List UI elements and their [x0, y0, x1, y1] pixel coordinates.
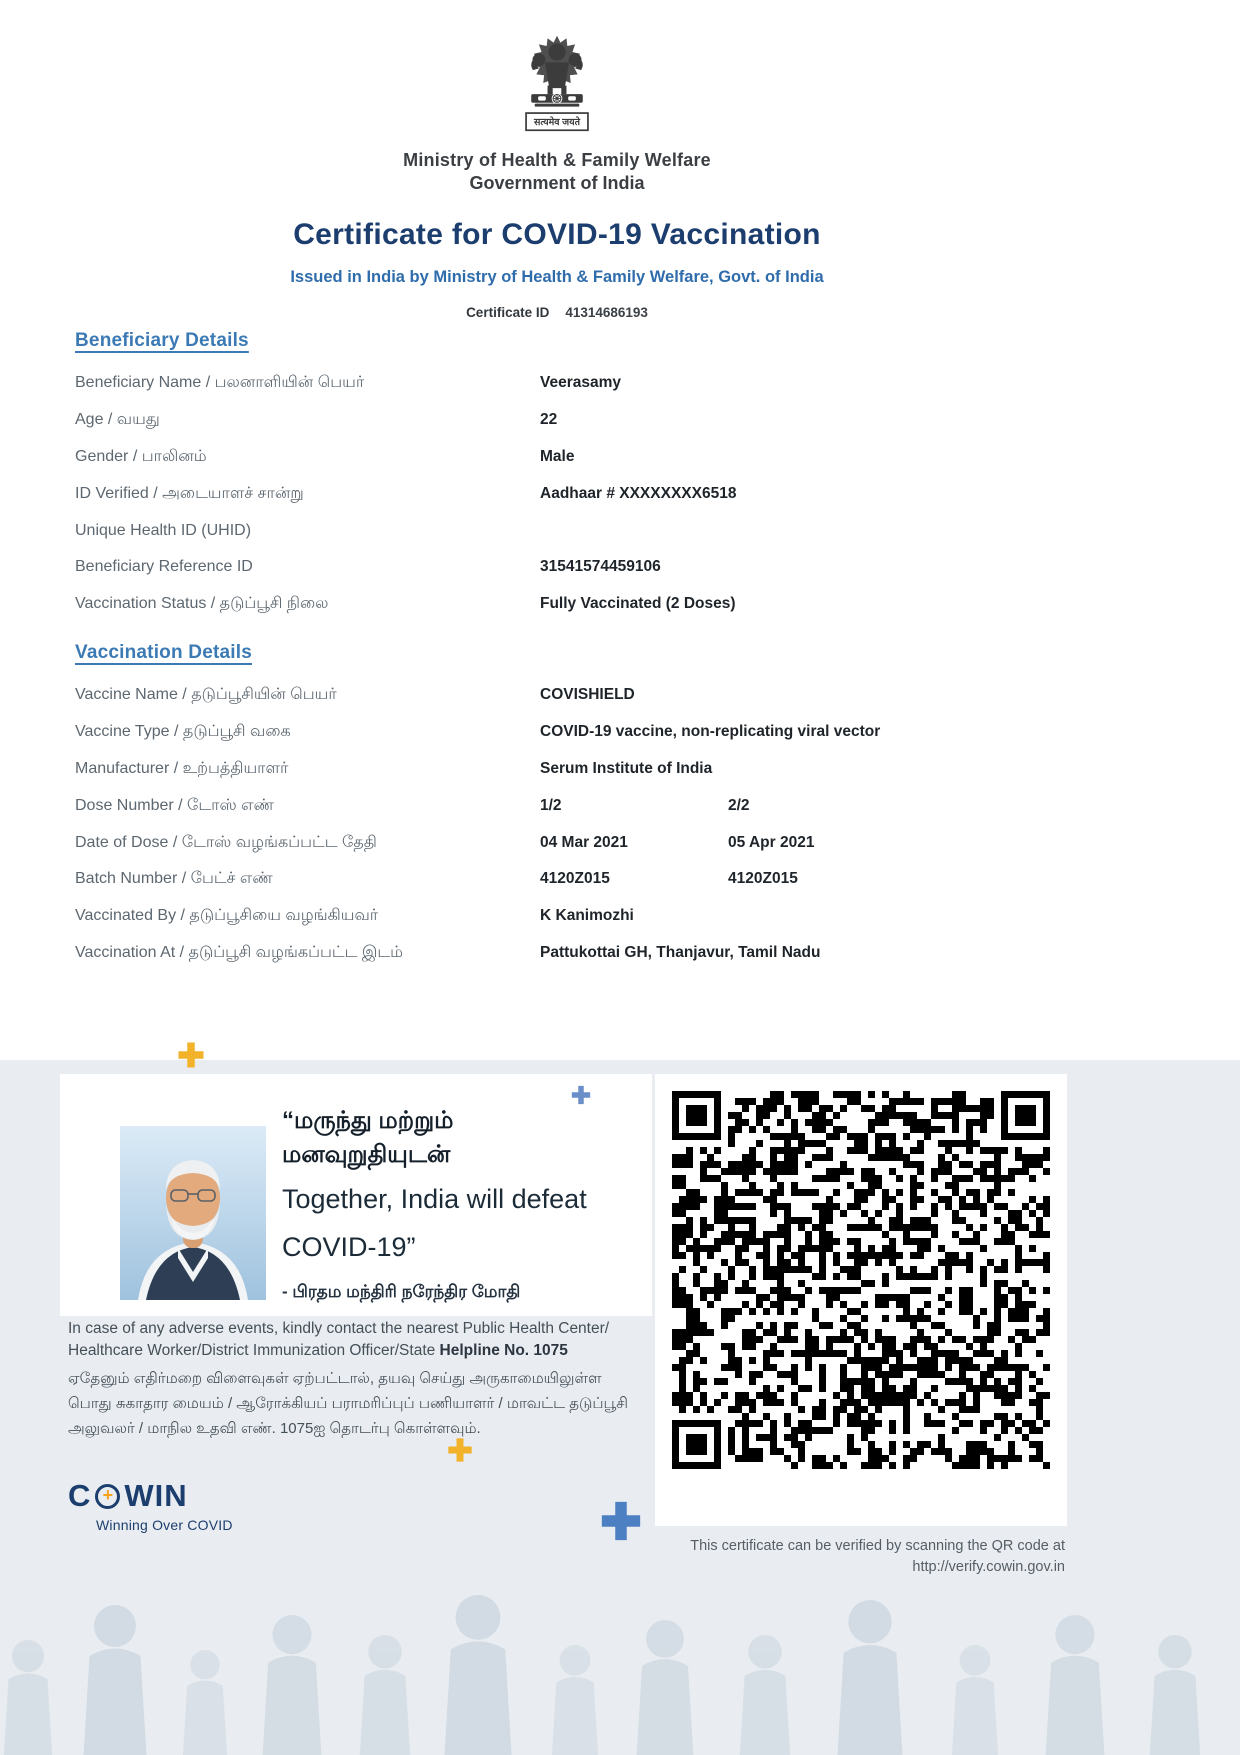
adverse-events-notice-en	[68, 1318, 630, 1362]
vaccination-details-section	[75, 642, 1200, 971]
cowin-logo	[68, 1478, 233, 1533]
field-row-beneficiary-name	[75, 365, 1200, 402]
field-label: Batch Number / பேட்ச் எண்	[75, 870, 273, 888]
pm-quote	[282, 1104, 587, 1304]
field-value: COVISHIELD	[540, 686, 635, 704]
field-value: Pattukottai GH, Thanjavur, Tamil Nadu	[540, 943, 821, 961]
verify-url: http://verify.cowin.gov.in	[912, 1559, 1065, 1575]
emblem-motto: सत्यमेव जयते	[534, 117, 580, 129]
certificate-subtitle: Issued in India by Ministry of Health & Family Welfare, Govt. of India	[290, 268, 824, 286]
plus-decoration-yellow-bottom-icon	[446, 1436, 474, 1464]
verification-note	[690, 1536, 1065, 1578]
field-label: Gender / பாலினம்	[75, 447, 207, 465]
field-value: 31541574459106	[540, 558, 661, 576]
field-row-dose-number	[75, 787, 1200, 824]
field-row-date-of-dose	[75, 824, 1200, 861]
field-value: COVID-19 vaccine, non-replicating viral vector	[540, 723, 881, 741]
field-label: Vaccinated By / தடுப்பூசியை வழங்கியவர்	[75, 907, 379, 925]
field-label: Unique Health ID (UHID)	[75, 521, 252, 539]
field-label: Vaccine Type / தடுப்பூசி வகை	[75, 723, 291, 741]
adverse-events-text: In case of any adverse events, kindly contact the nearest Public Health Center/ Healthcare Worker/District Immunization Officer/State	[68, 1320, 610, 1359]
quote-english-line1: Together, India will defeat	[282, 1184, 587, 1214]
quote-tamil-line1: “மருந்து மற்றும்	[282, 1107, 454, 1134]
field-value-batch-2: 4120Z015	[728, 870, 798, 888]
beneficiary-section-title: Beneficiary Details	[75, 330, 249, 351]
field-value: Fully Vaccinated (2 Doses)	[540, 595, 736, 613]
cowin-plus-icon: +	[95, 1484, 120, 1509]
ministry-name: Ministry of Health & Family Welfare	[403, 150, 711, 170]
adverse-events-notice-ta: ஏதேனும் எதிர்மறை விளைவுகள் ஏற்பட்டால், தயவு செய்து அருகாமையிலுள்ள பொது சுகாதார மையம் / ஆரோக்கியப் பராமரிப்புப் பணியாளர் / மாவட்ட தடுப்பூசி அலுவலர் / மாநில உதவி எண். 1075ஐ தொடர்பு கொள்ளவும்.	[68, 1370, 628, 1437]
field-row-vaccinated-by	[75, 898, 1200, 935]
beneficiary-fields	[75, 365, 1200, 623]
field-row-age	[75, 402, 1200, 439]
field-value-dose-2: 2/2	[728, 796, 750, 814]
cowin-tagline: Winning Over COVID	[96, 1517, 233, 1533]
field-value: Aadhaar # XXXXXXXX6518	[540, 484, 737, 502]
certificate-header	[0, 34, 1114, 320]
quote-tamil-line2: மனவுறுதியுடன்	[282, 1141, 451, 1168]
field-row-vaccination-status	[75, 586, 1200, 623]
certificate-title: Certificate for COVID-19 Vaccination	[293, 218, 821, 251]
qr-code	[672, 1091, 1050, 1469]
beneficiary-details-section	[75, 330, 1200, 623]
field-value-date-1: 04 Mar 2021	[540, 833, 628, 851]
government-name: Government of India	[469, 173, 645, 193]
certificate-id-value: 41314686193	[565, 305, 648, 320]
field-value-dose-1: 1/2	[540, 796, 562, 814]
field-row-vaccine-type	[75, 714, 1200, 751]
vaccination-section-title: Vaccination Details	[75, 642, 252, 663]
field-value-date-2: 05 Apr 2021	[728, 833, 815, 851]
cowin-letters-win: WIN	[124, 1478, 188, 1513]
quote-english-line2: COVID-19”	[282, 1232, 416, 1262]
national-emblem-icon	[514, 34, 600, 144]
field-label: Date of Dose / டோஸ் வழங்கப்பட்ட தேதி	[75, 833, 377, 851]
plus-decoration-blue-big-icon	[598, 1498, 644, 1544]
field-row-id-verified	[75, 475, 1200, 512]
field-value-batch-1: 4120Z015	[540, 870, 610, 888]
field-label: Vaccination Status / தடுப்பூசி நிலை	[75, 595, 329, 613]
certificate-id	[0, 305, 1114, 320]
field-label: Age / வயது	[75, 411, 160, 429]
field-row-vaccine-name	[75, 677, 1200, 714]
pm-photo	[120, 1126, 266, 1300]
verify-text-line1: This certificate can be verified by scanning the QR code at	[690, 1538, 1065, 1554]
quote-attribution: - பிரதம மந்திரி நரேந்திர மோதி	[282, 1282, 521, 1301]
field-label: Vaccination At / தடுப்பூசி வழங்கப்பட்ட இடம்	[75, 943, 403, 961]
field-label: Beneficiary Name / பலனாளியின் பெயர்	[75, 374, 365, 392]
qr-code-box	[655, 1074, 1067, 1526]
field-value: 22	[540, 411, 558, 429]
field-row-reference-id	[75, 549, 1200, 586]
field-row-uhid	[75, 512, 1200, 549]
field-row-manufacturer	[75, 751, 1200, 788]
field-value: Male	[540, 447, 575, 465]
field-value: K Kanimozhi	[540, 907, 634, 925]
field-label: Dose Number / டோஸ் எண்	[75, 796, 274, 814]
field-row-vaccination-at	[75, 935, 1200, 972]
vaccination-fields	[75, 677, 1200, 971]
plus-decoration-blue-small-icon	[570, 1084, 592, 1106]
certificate-id-label: Certificate ID	[466, 305, 550, 320]
field-row-batch-number	[75, 861, 1200, 898]
field-label: Vaccine Name / தடுப்பூசியின் பெயர்	[75, 686, 337, 704]
field-row-gender	[75, 439, 1200, 476]
field-label: ID Verified / அடையாளச் சான்று	[75, 484, 304, 502]
field-value: Veerasamy	[540, 374, 622, 392]
cowin-letter-c: C	[68, 1478, 92, 1513]
helpline-number: Helpline No. 1075	[439, 1342, 568, 1359]
field-label: Manufacturer / உற்பத்தியாளர்	[75, 759, 289, 777]
field-label: Beneficiary Reference ID	[75, 558, 253, 576]
field-value: Serum Institute of India	[540, 759, 713, 777]
plus-decoration-yellow-top-icon	[176, 1040, 206, 1070]
certificate-footer	[0, 1060, 1240, 1755]
